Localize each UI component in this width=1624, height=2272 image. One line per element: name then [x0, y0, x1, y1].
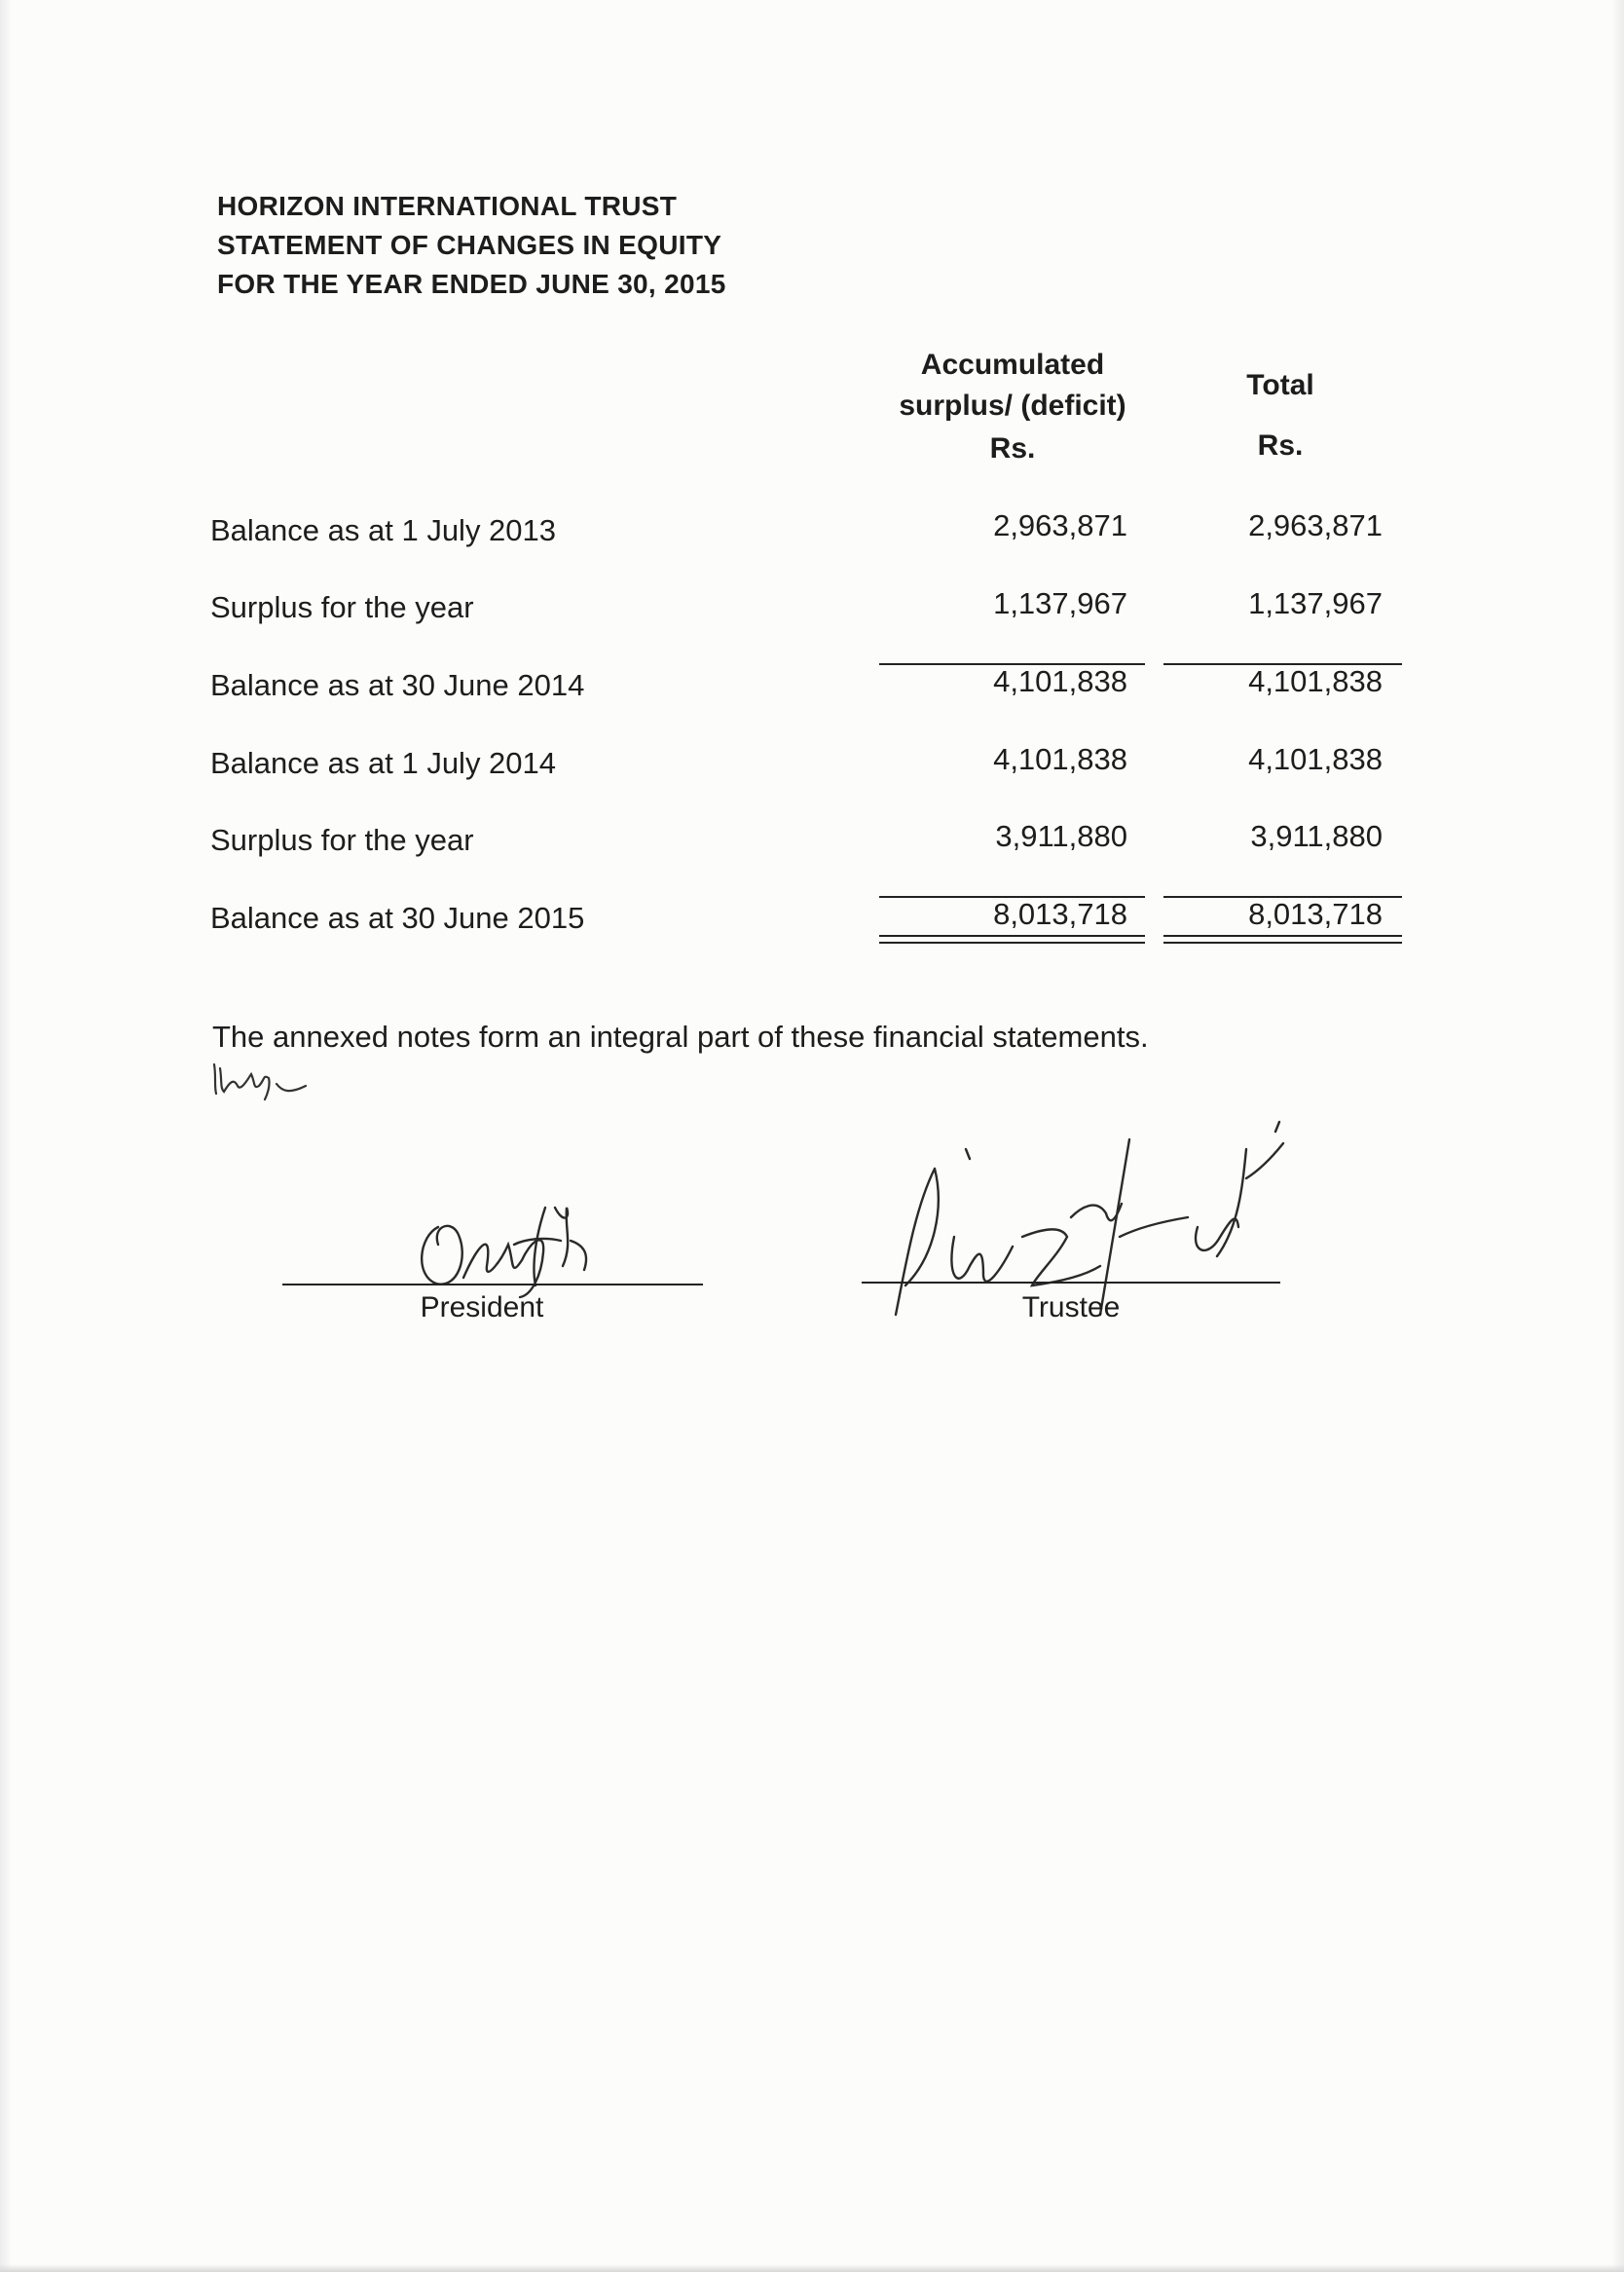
scan-edge-bottom [0, 2264, 1624, 2272]
row-label: Balance as at 1 July 2013 [210, 513, 557, 547]
row-value-accumulated: 4,101,838 [993, 742, 1127, 776]
column-header-accumulated: Accumulated surplus/ (deficit) Rs. [857, 345, 1168, 469]
annexed-notes-statement: The annexed notes form an integral part of these financial statements. [212, 1020, 1149, 1054]
total-double-rule [879, 935, 1145, 944]
trustee-signature-line [862, 1282, 1280, 1284]
row-value-total: 4,101,838 [1248, 664, 1383, 698]
row-label: Surplus for the year [210, 590, 474, 624]
statement-period: FOR THE YEAR ENDED JUNE 30, 2015 [217, 269, 726, 299]
row-value-accumulated: 8,013,718 [993, 897, 1127, 931]
currency-label: Rs. [1257, 429, 1304, 462]
organization-name: HORIZON INTERNATIONAL TRUST [217, 191, 678, 221]
scan-edge-left [0, 0, 12, 2272]
initials-mark [208, 1057, 315, 1105]
row-label: Balance as at 30 June 2015 [210, 901, 585, 935]
row-value-accumulated: 4,101,838 [993, 664, 1127, 698]
row-value-accumulated: 1,137,967 [993, 586, 1127, 620]
president-signature [399, 1169, 594, 1295]
row-label: Surplus for the year [210, 823, 474, 857]
president-label: President [420, 1291, 544, 1323]
scan-edge-right [1612, 0, 1624, 2272]
row-value-total: 2,963,871 [1248, 508, 1383, 542]
row-value-total: 8,013,718 [1248, 897, 1383, 931]
currency-label: Rs. [989, 432, 1036, 465]
statement-title: STATEMENT OF CHANGES IN EQUITY [217, 230, 722, 260]
total-double-rule [1163, 935, 1402, 944]
row-label: Balance as at 30 June 2014 [210, 668, 585, 702]
president-signature-line [282, 1284, 703, 1285]
row-value-accumulated: 3,911,880 [995, 819, 1127, 853]
row-value-total: 4,101,838 [1248, 742, 1383, 776]
row-value-total: 1,137,967 [1248, 586, 1383, 620]
column-header-total: Total Rs. [1159, 365, 1402, 466]
row-value-total: 3,911,880 [1250, 819, 1383, 853]
row-label: Balance as at 1 July 2014 [210, 746, 557, 780]
trustee-label: Trustee [1021, 1291, 1121, 1323]
statement-heading [217, 187, 726, 304]
row-value-accumulated: 2,963,871 [993, 508, 1127, 542]
